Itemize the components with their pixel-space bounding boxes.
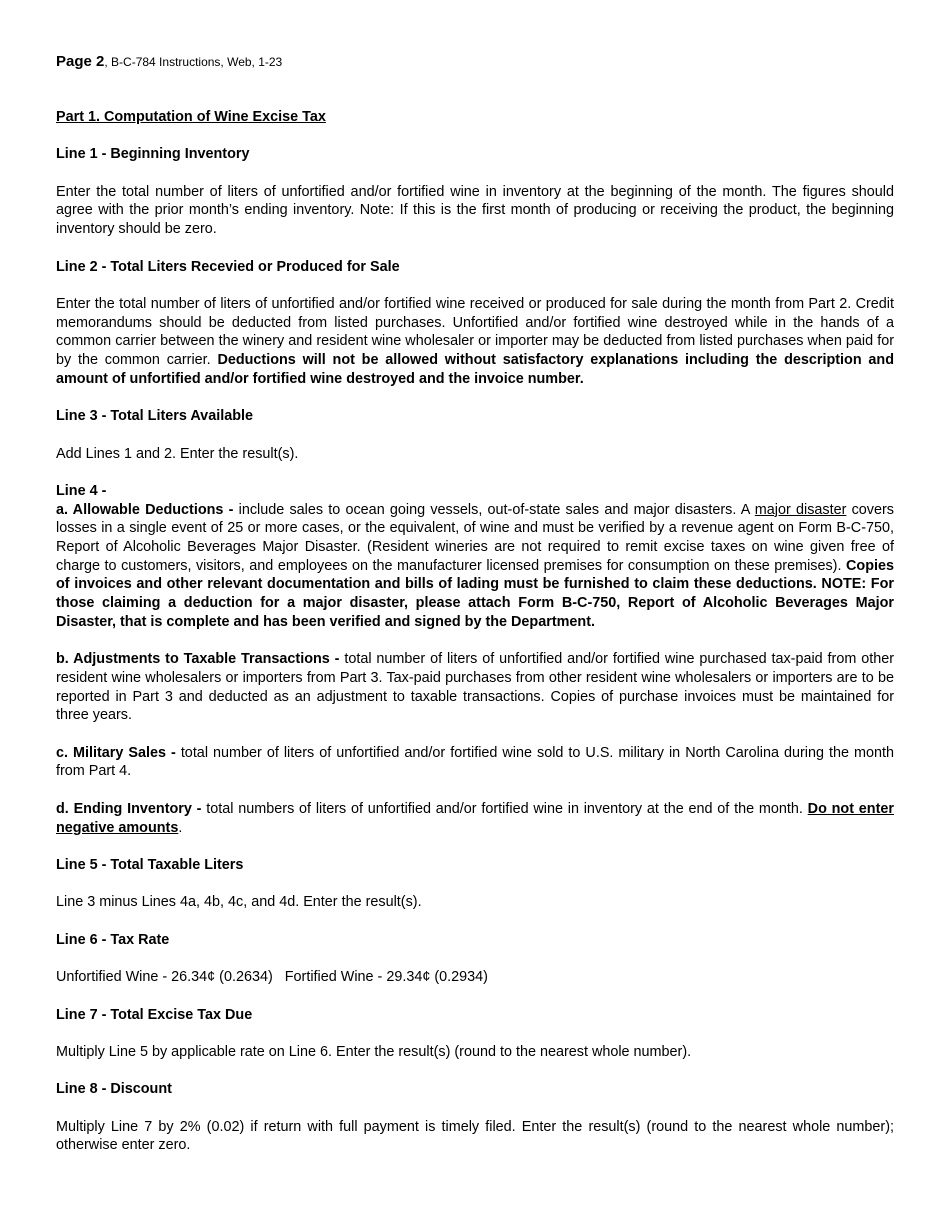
line3-body: Add Lines 1 and 2. Enter the result(s).: [56, 445, 299, 462]
line4d-end: .: [178, 819, 183, 836]
line4d-text: total numbers of liters of unfortified and/or fortified wine in inventory at the end of the month.: [206, 800, 808, 817]
page-number: Page 2: [56, 53, 105, 70]
line6-heading: Line 6 - Tax Rate: [56, 931, 170, 948]
line1-heading: Line 1 - Beginning Inventory: [56, 146, 250, 163]
line2-bold-note: Deductions will not be allowed without satisfactory explanations including the description and amount of unfortified and/or fortified wine destroyed and the invoice number.: [56, 352, 894, 387]
line4a-text: include sales to ocean going vessels, out-of-state sales and major disasters. A: [238, 501, 755, 518]
line4b-text: total number of liters of unfortified and/or fortified wine purchased tax-paid from other resident wine wholesalers or importers from Part 3. Tax-paid purchases from other resident wine wholesalers or importers are to be reported in Part 3 and deducted as an adjustment to taxable transactions. Copies of purchase invoices must be maintained for three years.: [56, 651, 894, 724]
line1-body: Enter the total number of liters of unfortified and/or fortified wine in inventory at the beginning of the month. The figures should agree with the prior month’s ending inventory. Note: If this is the first month of producing or receiving the product, the beginning inventory should be zero.: [56, 183, 894, 238]
line2-body: [56, 295, 894, 389]
line4c-text: total number of liters of unfortified and/or fortified wine sold to U.S. military in North Carolina during the month from Part 4.: [56, 744, 894, 780]
line4a-body: [56, 501, 894, 632]
line4d-label: d. Ending Inventory -: [56, 800, 207, 817]
line4a-label: a. Allowable Deductions -: [56, 501, 239, 518]
line7-heading: Line 7 - Total Excise Tax Due: [56, 1006, 253, 1023]
line2-heading: Line 2 - Total Liters Recevied or Produced for Sale: [56, 258, 400, 275]
line7-body: Multiply Line 5 by applicable rate on Line 6. Enter the result(s) (round to the nearest whole number).: [56, 1043, 692, 1060]
part-title: Part 1. Computation of Wine Excise Tax: [56, 109, 326, 125]
line3-heading: Line 3 - Total Liters Available: [56, 408, 253, 425]
line2-text: Enter the total number of liters of unfortified and/or fortified wine received or produced for sale during the month from Part 2. Credit memorandums should be deducted from listed purchases. Unfortified and/or fortified wine destroyed while in the hands of a common carrier between the winery and resident wine wholesaler or importer may be deducted from listed purchases when paid for by the common carrier.: [56, 295, 894, 369]
line5-heading: Line 5 - Total Taxable Liters: [56, 856, 244, 873]
line4c-label: c. Military Sales -: [56, 744, 181, 761]
line8-heading: Line 8 - Discount: [56, 1081, 172, 1098]
instructions-page: [56, 52, 894, 1155]
page-header: [56, 52, 894, 72]
line6-body: Unfortified Wine - 26.34¢ (0.2634) Fortified Wine - 29.34¢ (0.2934): [56, 969, 488, 986]
form-reference: , B-C-784 Instructions, Web, 1-23: [104, 55, 283, 69]
line5-body: Line 3 minus Lines 4a, 4b, 4c, and 4d. Enter the result(s).: [56, 894, 422, 911]
line4d-body: [56, 800, 894, 837]
major-disaster-term: major disaster: [754, 501, 847, 518]
line8-body: Multiply Line 7 by 2% (0.02) if return with full payment is timely filed. Enter the result(s) (round to the nearest whole number); otherwise enter zero.: [56, 1118, 894, 1154]
line4c-body: [56, 744, 894, 781]
negative-amounts-warning: Do not enter negative amounts: [56, 800, 894, 836]
line4a-bold-note: Copies of invoices and other relevant documentation and bills of lading must be furnished to claim these deductions. NOTE: For those claiming a deduction for a major disaster, please attach Form B-C-750, Report of Alcoholic Beverages Major Disaster, that is complete and has been verified and signed by the Department.: [56, 557, 894, 630]
line4b-body: [56, 650, 894, 725]
line4a-text-cont: covers losses in a single event of 25 or more cases, or the equivalent, of wine and must be verified by a revenue agent on Form B-C-750, Report of Alcoholic Beverages Major Disaster. (Resident wineries are not required to remit excise taxes on wine given free of charge to customers, visitors, and employees on the manufacturer licensed premises for consumption on these premises).: [56, 501, 894, 574]
line4b-label: b. Adjustments to Taxable Transactions -: [56, 651, 345, 668]
line4-heading: Line 4 -: [56, 482, 107, 499]
